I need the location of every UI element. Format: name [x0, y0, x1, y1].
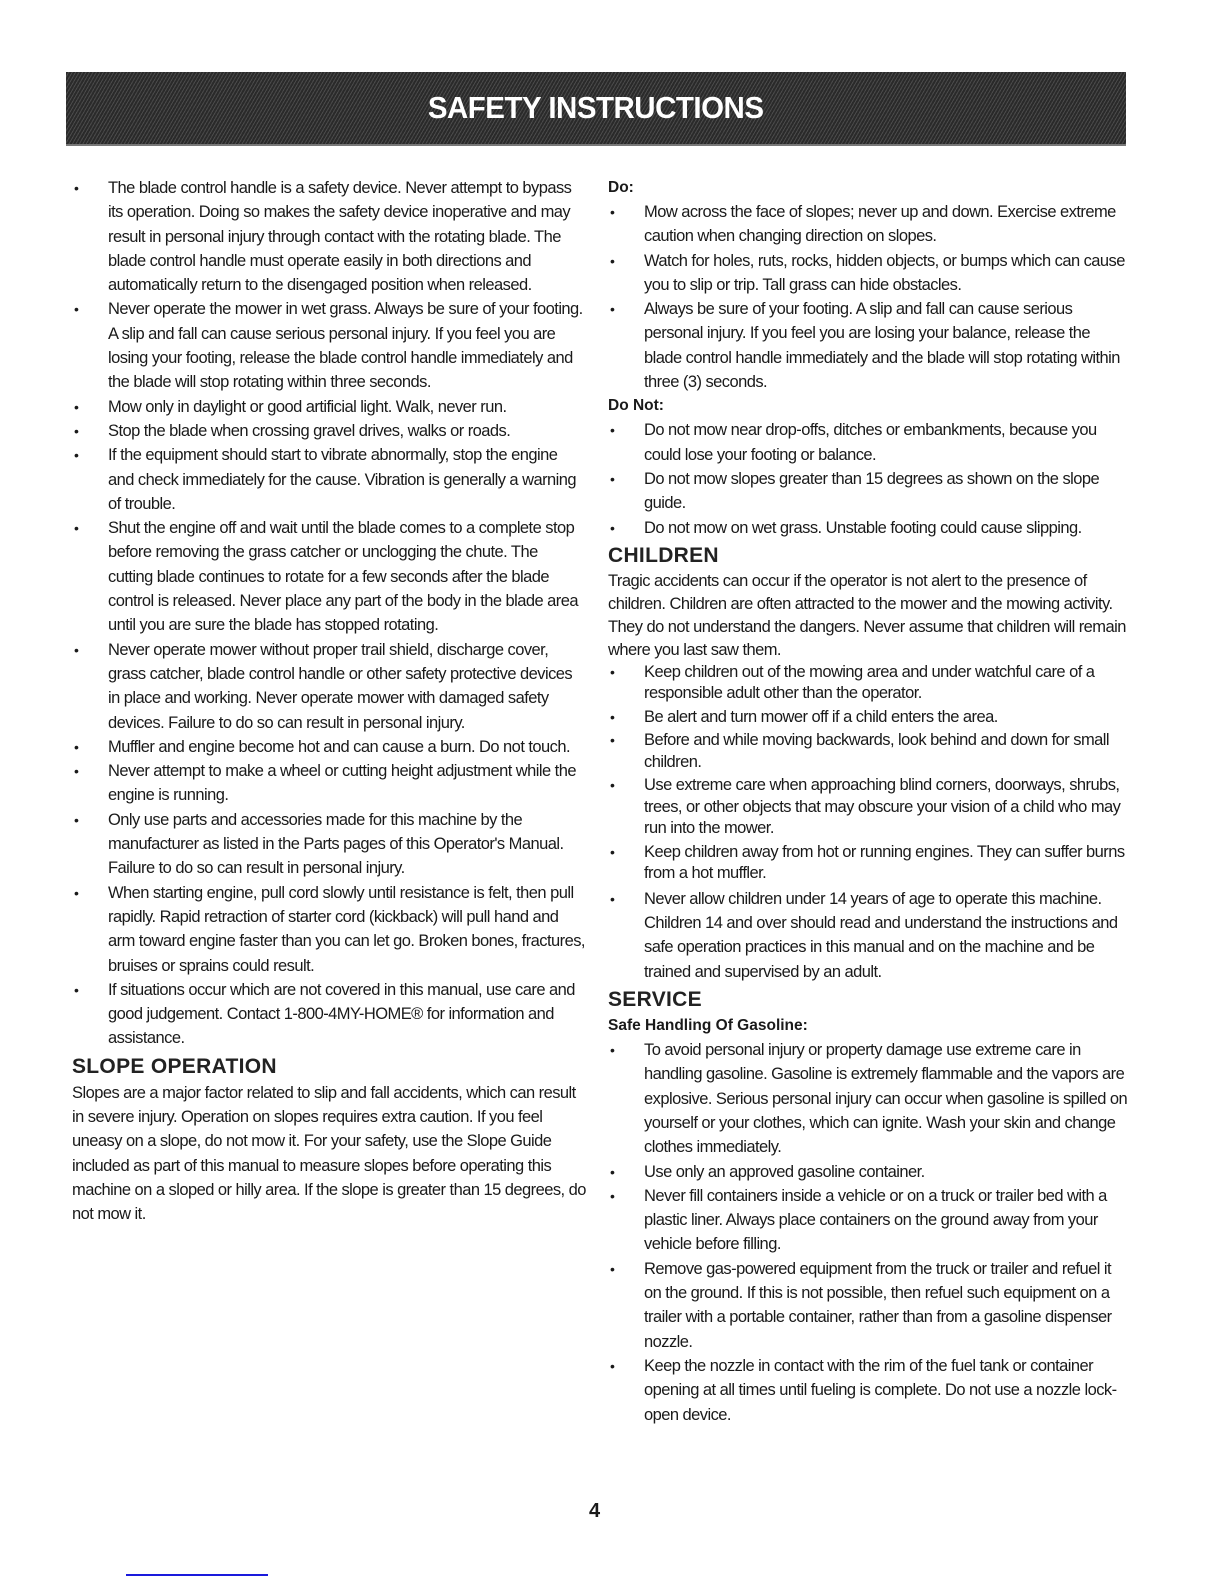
- list-item: • Use only an approved gasoline container.: [608, 1160, 1130, 1184]
- children-heading: CHILDREN: [608, 543, 719, 567]
- do-not-label: Do Not:: [608, 397, 664, 415]
- list-item: • Stop the blade when crossing gravel drives, walks or roads.: [72, 419, 586, 443]
- list-item: • Mow across the face of slopes; never up and down. Exercise extreme caution when changing direction on slopes.: [608, 200, 1130, 249]
- list-item: • Do not mow on wet grass. Unstable footing could cause slipping.: [608, 516, 1130, 540]
- list-item: • Never attempt to make a wheel or cutting height adjustment while the engine is running.: [72, 759, 586, 808]
- page-title: SAFETY INSTRUCTIONS: [428, 90, 764, 125]
- list-item: • Never allow children under 14 years of age to operate this machine. Children 14 and over should read and understand the instructions and safe operation practices in this manual and on the machine and be trained and supervised by an adult.: [608, 887, 1130, 984]
- list-item: • When starting engine, pull cord slowly until resistance is felt, then pull rapidly. Rapid retraction of starter cord (kickback) will pull hand and arm toward engine faster than you can let go. Broken bones, fractures, bruises or sprains could result.: [72, 881, 586, 978]
- list-item: • Watch for holes, ruts, rocks, hidden objects, or bumps which can cause you to slip or trip. Tall grass can hide obstacles.: [608, 249, 1130, 298]
- page-number: 4: [589, 1500, 601, 1522]
- left-column: [72, 176, 586, 1226]
- list-item: • Keep the nozzle in contact with the rim of the fuel tank or container opening at all times until fueling is complete. Do not use a nozzle lock-open device.: [608, 1354, 1130, 1427]
- list-item: • Never operate the mower in wet grass. Always be sure of your footing. A slip and fall can cause serious personal injury. If you feel you are losing your footing, release the blade control handle immediately and the blade will stop rotating within three seconds.: [72, 297, 586, 394]
- list-item: • To avoid personal injury or property damage use extreme care in handling gasoline. Gasoline is extremely flammable and the vapors are explosive. Serious personal injury can occur when gasoline is spilled on yourself or your clothes, which can ignite. Wash your skin and change clothes immediately.: [608, 1038, 1130, 1159]
- children-text: Tragic accidents can occur if the operator is not alert to the presence of children. Children are often attracted to the mower and the mowing activity. They do not understand the dangers. Never assume that children will remain where you last saw them.: [608, 571, 1126, 659]
- list-item: • Do not mow near drop-offs, ditches or embankments, because you could lose your footing or balance.: [608, 418, 1130, 467]
- list-item: • Only use parts and accessories made for this machine by the manufacturer as listed in the Parts pages of this Operator's Manual. Failure to do so can result in personal injury.: [72, 808, 586, 881]
- general-safety-list: [72, 176, 586, 1051]
- list-item: • Muffler and engine become hot and can cause a burn. Do not touch.: [72, 735, 586, 759]
- footer-rule: [126, 1574, 268, 1576]
- list-item: • Always be sure of your footing. A slip and fall can cause serious personal injury. If you feel you are losing your balance, release the blade control handle immediately and the blade will stop rotating within three (3) seconds.: [608, 297, 1130, 394]
- list-item: • Never operate mower without proper trail shield, discharge cover, grass catcher, blade control handle or other safety protective devices in place and working. Never operate mower with damaged safety devices. Failure to do so can result in personal injury.: [72, 638, 586, 735]
- list-item: • Shut the engine off and wait until the blade comes to a complete stop before removing the grass catcher or unclogging the chute. The cutting blade continues to rotate for a few seconds after the blade control is released. Never place any part of the body in the blade area until you are sure the blade has stopped rotating.: [72, 516, 586, 637]
- right-column: [608, 176, 1130, 1427]
- list-item: • Keep children out of the mowing area and under watchful care of a responsible adult other than the operator.: [608, 662, 1130, 705]
- list-item: • Before and while moving backwards, look behind and down for small children.: [608, 730, 1130, 773]
- gasoline-list: [608, 1038, 1130, 1427]
- do-label: Do:: [608, 179, 634, 196]
- list-item: • The blade control handle is a safety device. Never attempt to bypass its operation. Doing so makes the safety device inoperative and may result in personal injury through contact with the rotating blade. The blade control handle must operate easily in both directions and automatically return to the disengaged position when released.: [72, 176, 586, 297]
- do-not-list: [608, 418, 1130, 539]
- service-heading: SERVICE: [608, 988, 702, 1012]
- list-item: • Never fill containers inside a vehicle or on a truck or trailer bed with a plastic liner. Always place containers on the ground away from your vehicle before filling.: [608, 1184, 1130, 1257]
- list-item: • Use extreme care when approaching blind corners, doorways, shrubs, trees, or other objects that may obscure your vision of a child who may run into the mower.: [608, 775, 1130, 840]
- list-item: • Keep children away from hot or running engines. They can suffer burns from a hot muffler.: [608, 842, 1130, 885]
- list-item: • Be alert and turn mower off if a child enters the area.: [608, 707, 1130, 729]
- list-item: • If the equipment should start to vibrate abnormally, stop the engine and check immediately for the cause. Vibration is generally a warning of trouble.: [72, 443, 586, 516]
- list-item: • Remove gas-powered equipment from the truck or trailer and refuel it on the ground. If this is not possible, then refuel such equipment on a trailer with a portable container, rather than from a gasoline dispenser nozzle.: [608, 1257, 1130, 1354]
- gasoline-label: Safe Handling Of Gasoline:: [608, 1017, 808, 1035]
- do-list: [608, 200, 1130, 394]
- list-item: • Mow only in daylight or good artificial light. Walk, never run.: [72, 395, 586, 419]
- slope-operation-text: Slopes are a major factor related to slip and fall accidents, which can result in severe injury. Operation on slopes requires extra caution. If you feel uneasy on a slope, do not mow it. For your safety, use the Slope Guide included as part of this manual to measure slopes before operating this machine on a sloped or hilly area. If the slope is greater than 15 degrees, do not mow it.: [72, 1083, 586, 1224]
- list-item: • If situations occur which are not covered in this manual, use care and good judgement. Contact 1-800-4MY-HOME® for information and assistance.: [72, 978, 586, 1051]
- children-list: [608, 662, 1130, 885]
- slope-operation-heading: SLOPE OPERATION: [72, 1054, 277, 1078]
- list-item: • Do not mow slopes greater than 15 degrees as shown on the slope guide.: [608, 467, 1130, 516]
- section-banner: [66, 72, 1126, 144]
